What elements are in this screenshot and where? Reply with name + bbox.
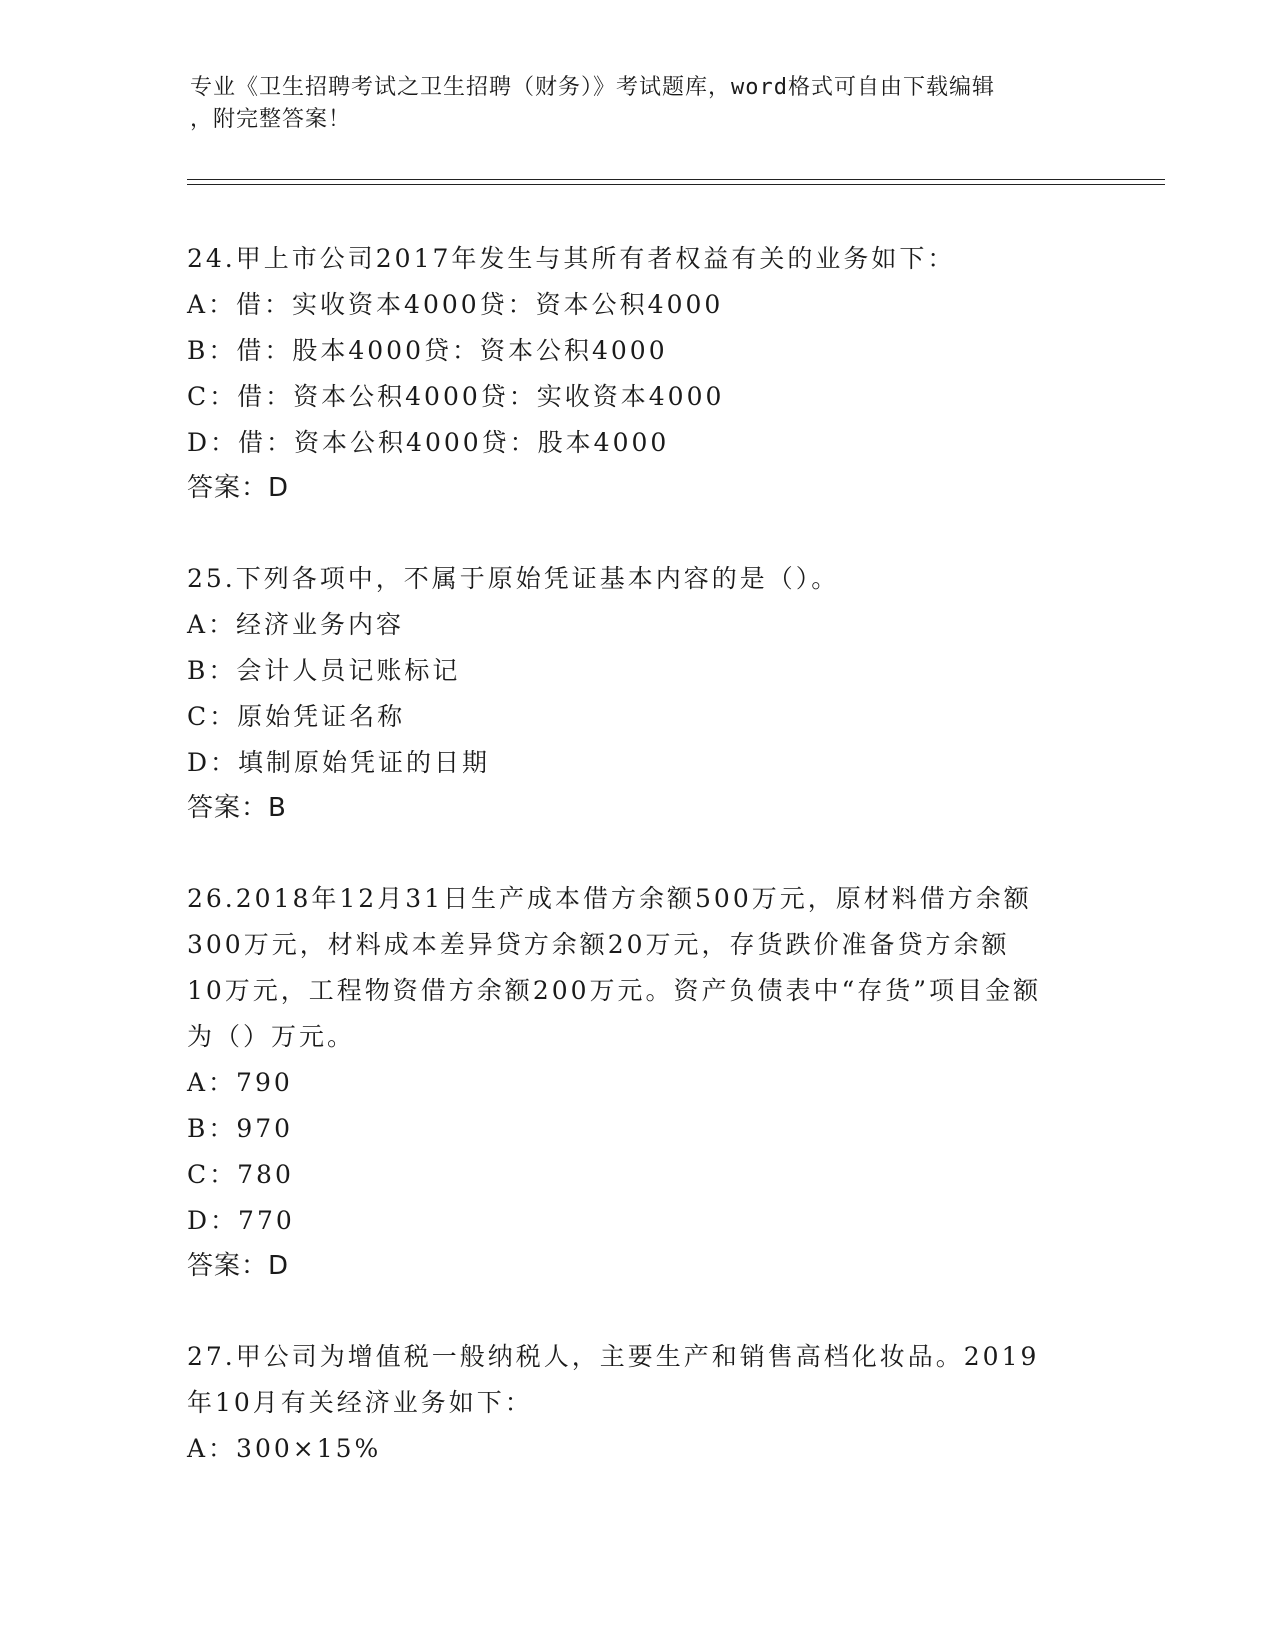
option-d: D：借：资本公积4000贷：股本4000 bbox=[187, 428, 670, 457]
question-stem: 26.2018年12月31日生产成本借方余额500万元，原材料借方余额300万元，材料成本差异贷方余额20万元，存货跌价准备贷方余额10万元，工程物资借方余额200万元。资产负债表中“存货”项目金额为（）万元。 bbox=[187, 884, 1042, 1051]
header-divider-top bbox=[187, 179, 1165, 180]
header-line-1: 专业《卫生招聘考试之卫生招聘（财务）》考试题库，word格式可自由下载编辑 bbox=[190, 75, 995, 100]
question-stem: 24.甲上市公司2017年发生与其所有者权益有关的业务如下： bbox=[187, 244, 956, 273]
option-b: B：借：股本4000贷：资本公积4000 bbox=[187, 336, 668, 365]
option-a: A：300×15% bbox=[187, 1434, 382, 1463]
answer: 答案：D bbox=[187, 473, 290, 503]
option-c: C：原始凭证名称 bbox=[187, 702, 406, 731]
option-c: C：780 bbox=[187, 1160, 294, 1189]
option-d: D：填制原始凭证的日期 bbox=[187, 748, 491, 777]
question-25 bbox=[187, 556, 1087, 830]
option-b: B：970 bbox=[187, 1114, 294, 1143]
answer: 答案：B bbox=[187, 793, 287, 823]
option-a: A：经济业务内容 bbox=[187, 610, 405, 639]
question-27 bbox=[187, 1334, 1087, 1472]
question-24 bbox=[187, 236, 1087, 510]
answer: 答案：D bbox=[187, 1251, 290, 1281]
option-a: A：790 bbox=[187, 1068, 293, 1097]
option-b: B：会计人员记账标记 bbox=[187, 656, 461, 685]
question-stem: 25.下列各项中，不属于原始凭证基本内容的是（）。 bbox=[187, 564, 840, 593]
header-line-2: ，附完整答案！ bbox=[190, 107, 352, 132]
question-stem: 27.甲公司为增值税一般纳税人，主要生产和销售高档化妆品。2019年10月有关经济业务如下： bbox=[187, 1342, 1040, 1417]
document-header bbox=[190, 72, 1090, 136]
option-d: D：770 bbox=[187, 1206, 295, 1235]
question-26 bbox=[187, 876, 1087, 1288]
option-c: C：借：资本公积4000贷：实收资本4000 bbox=[187, 382, 725, 411]
question-list bbox=[187, 236, 1087, 1518]
option-a: A：借：实收资本4000贷：资本公积4000 bbox=[187, 290, 724, 319]
header-divider-bottom bbox=[187, 184, 1165, 185]
